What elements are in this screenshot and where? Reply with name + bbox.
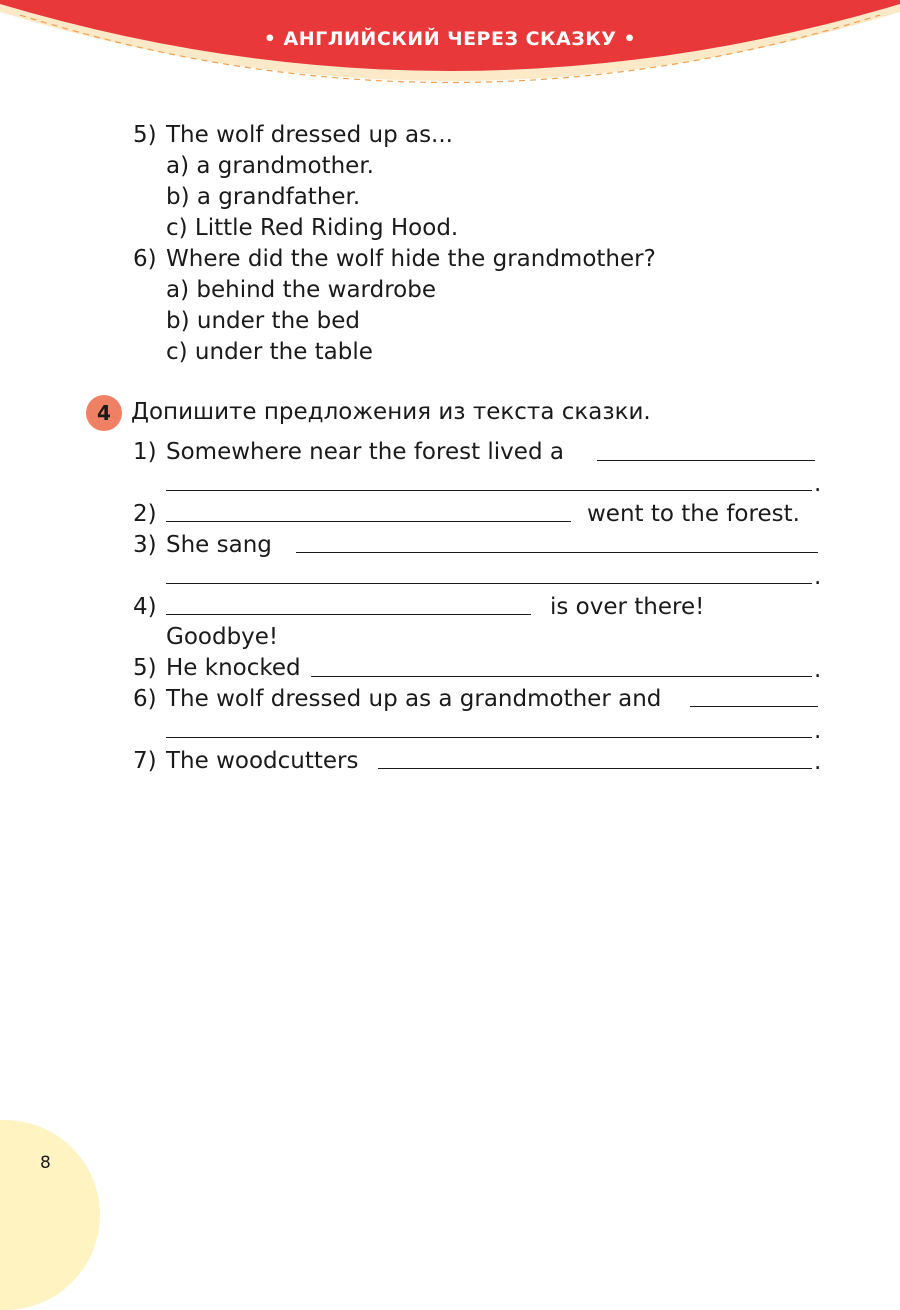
q6-text: Where did the wolf hide the grandmother? <box>166 246 656 272</box>
item-1-blank-2[interactable] <box>166 490 812 491</box>
item-5-period: . <box>814 657 822 683</box>
q5-number: 5) <box>133 122 157 148</box>
item-3-blank-1[interactable] <box>296 552 818 553</box>
item-6-text: The wolf dressed up as a grandmother and <box>166 686 662 712</box>
page-number: 8 <box>40 1153 51 1173</box>
item-7-period: . <box>814 749 822 775</box>
item-7-number: 7) <box>133 748 157 774</box>
item-5-text: He knocked <box>166 655 301 681</box>
exercise-number-badge: 4 <box>86 395 122 431</box>
header-title: • АНГЛИЙСКИЙ ЧЕРЕЗ СКАЗКУ • <box>263 28 637 50</box>
q6-option-a: a) behind the wardrobe <box>166 277 436 303</box>
item-6-number: 6) <box>133 686 157 712</box>
page-number-circle <box>0 1120 100 1310</box>
item-6-period: . <box>814 718 822 744</box>
item-2-blank[interactable] <box>166 521 571 522</box>
q6-option-c: c) under the table <box>166 339 373 365</box>
q6-number: 6) <box>133 246 157 272</box>
item-1-period: . <box>814 471 822 497</box>
exercise-instruction: Допишите предложения из текста сказки. <box>131 399 651 425</box>
item-5-number: 5) <box>133 655 157 681</box>
item-3-text: She sang <box>166 532 272 558</box>
item-4-continuation: Goodbye! <box>166 624 279 650</box>
item-3-blank-2[interactable] <box>166 583 812 584</box>
item-7-blank[interactable] <box>378 768 812 769</box>
q5-option-a: a) a grandmother. <box>166 153 374 179</box>
q5-option-b: b) a grandfather. <box>166 184 361 210</box>
item-7-text: The woodcutters <box>166 748 359 774</box>
item-4-number: 4) <box>133 594 157 620</box>
q5-text: The wolf dressed up as... <box>166 122 453 148</box>
item-4-text: is over there! <box>550 594 705 620</box>
item-6-blank-1[interactable] <box>690 706 818 707</box>
item-5-blank[interactable] <box>311 676 812 677</box>
header-banner <box>0 0 900 110</box>
item-2-text: went to the forest. <box>587 501 800 527</box>
item-3-period: . <box>814 564 822 590</box>
q6-option-b: b) under the bed <box>166 308 360 334</box>
item-4-blank[interactable] <box>166 614 531 615</box>
item-2-number: 2) <box>133 501 157 527</box>
q5-option-c: c) Little Red Riding Hood. <box>166 215 459 241</box>
item-6-blank-2[interactable] <box>166 737 812 738</box>
item-3-number: 3) <box>133 532 157 558</box>
item-1-blank-1[interactable] <box>597 460 815 461</box>
item-1-text: Somewhere near the forest lived a <box>166 439 564 465</box>
item-1-number: 1) <box>133 439 157 465</box>
